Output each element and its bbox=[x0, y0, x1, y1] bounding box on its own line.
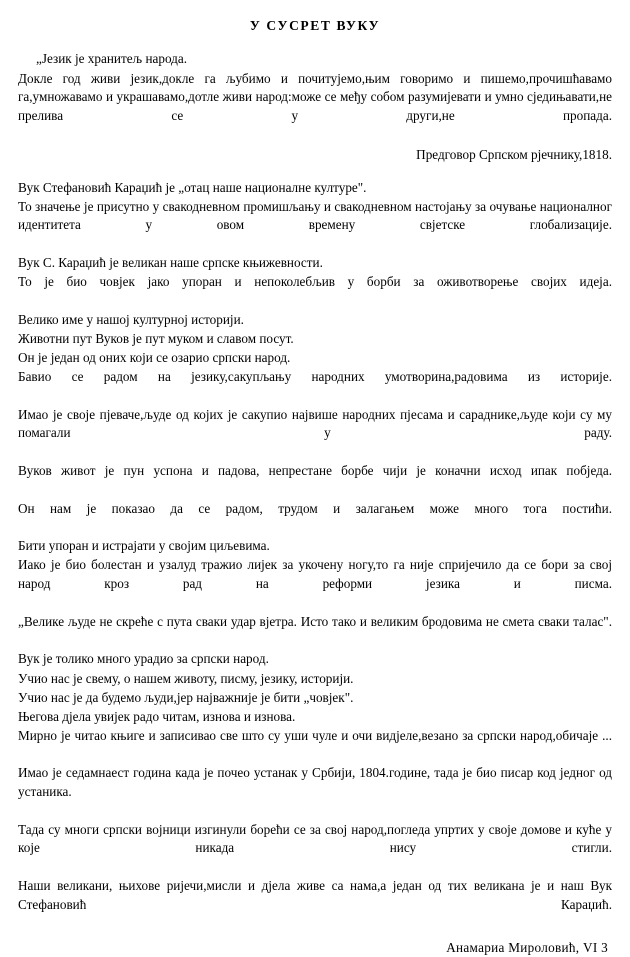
paragraph: Он нам је показао да се радом, трудом и залагањем може много тога постићи. bbox=[18, 500, 612, 516]
paragraph: Вуков живот је пун успона и падова, непрестане борбе чији је коначни исход ипак побједа. bbox=[18, 462, 612, 478]
paragraph: Учио нас је свему, о нашем животу, писму, језику, историји. bbox=[18, 670, 354, 686]
paragraph: Наши великани, њихове ријечи,мисли и дјела живе са нама,а један од тих великана је и наш Вук Стефановић Караџић. bbox=[18, 878, 612, 912]
paragraph: Мирно је читао књиге и записивао све што су уши чуле и очи видјеле,везано за српски народ,обичаје ... bbox=[18, 727, 612, 743]
paragraph: Иако је био болестан и узалуд тражио лијек за укочену ногу,то га није спријечило да се бори за свој народ кроз рад на реформи језика и писма. bbox=[18, 557, 612, 592]
quote-line-1: „Језик је хранитељ народа. bbox=[36, 51, 188, 66]
paragraph: Вук С. Караџић је великан наше српске књижевности. bbox=[18, 254, 323, 270]
essay-body bbox=[18, 179, 612, 933]
paragraph: Тада су многи српски војници изгинули борећи се за свој народ,погледа упртих у своје домове и куће у које никада нису стигли. bbox=[18, 821, 612, 856]
opening-quote bbox=[18, 50, 612, 144]
paragraph: Бавио се радом на језику,сакупљању народних умотворина,радовима из историје. bbox=[18, 369, 612, 384]
paragraph: Бити упоран и истрајати у својим циљевима. bbox=[18, 538, 270, 554]
paragraph: Велико име у нашој културној историји. bbox=[18, 311, 244, 327]
paragraph: „Велике људе не скреће с пута сваки удар вјетра. Исто тако и великим бродовима не смета сваки талас". bbox=[18, 613, 612, 629]
paragraph: Вук је толико много урадио за српски народ. bbox=[18, 651, 269, 667]
paragraph: Животни пут Вуков је пут муком и славом посут. bbox=[18, 330, 294, 346]
paragraph: Учио нас је да будемо људи,јер најважније је бити „човјек". bbox=[18, 689, 354, 705]
paragraph: Он је један од оних који се озарио српски народ. bbox=[18, 349, 291, 365]
paragraph: Имао је седамнаест година када је почео устанак у Србији, 1804.године, тада је био писар код једног од устаника. bbox=[18, 765, 612, 800]
author-signature: Анамариа Мироловић, VI 3 bbox=[446, 939, 608, 955]
paragraph: Вук Стефановић Караџић је „отац наше националне културе". bbox=[18, 179, 367, 195]
quote-line-2: Докле год живи језик,докле га љубимо и почитујемо,њим говоримо и пишемо,прочишћавамо га,умножавамо и украшавамо,дотле живи народ:може се међу собом разумијевати и умно сједињавати,не прелива се у други,не пропада. bbox=[18, 70, 612, 123]
paragraph: Имао је своје пјеваче,људе од којих је сакупио највише народних пјесама и сарадникe,људе који су му помагали у раду. bbox=[18, 406, 612, 441]
quote-signature: Предговор Српском рјечнику,1818. bbox=[416, 146, 612, 162]
page-title: У СУСРЕТ ВУКУ bbox=[249, 18, 381, 33]
paragraph: То је био човјек јако упоран и непоколебљив у борби за оживотворење својих идеја. bbox=[18, 274, 612, 290]
paragraph: То значење је присутно у свакодневном промишљању и свакодневном настојању за очувањe националног идентитета у овом времену свјетске глобализације. bbox=[18, 198, 612, 233]
paragraph: Његова дјела увијек радо читам, изнова и изнова. bbox=[18, 708, 296, 724]
